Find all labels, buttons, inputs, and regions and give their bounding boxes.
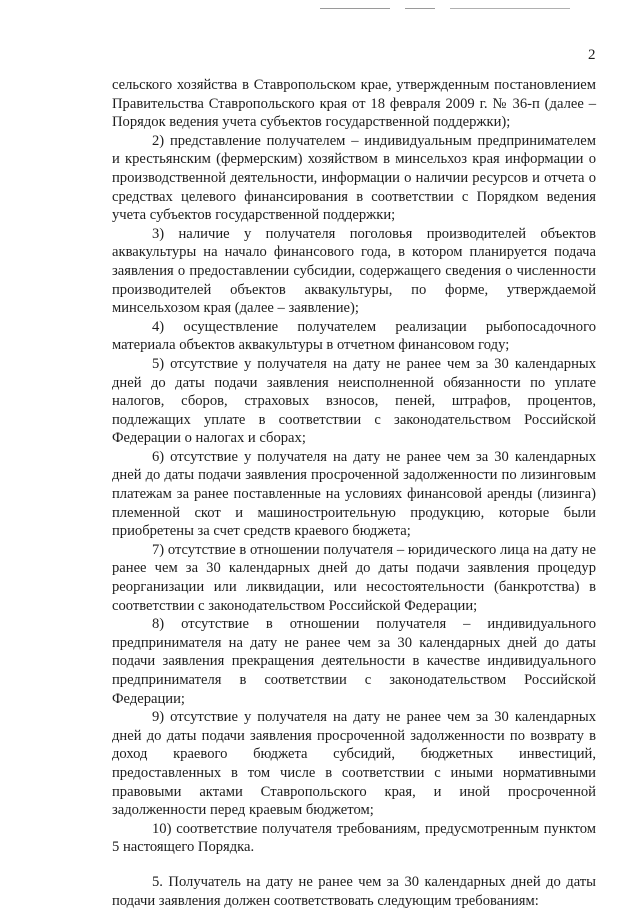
list-item-2: 2) представление получателем – индивидуальным предпринимателем и крестьянским (фермерским) хозяйством в минсельхоз края информации о производственной деятельности, информации о наличии ресурсов и отчета о средствах целевого финансирования в соответствии с Порядком ведения учета субъектов государственной поддержки;	[112, 132, 596, 224]
list-item-3: 3) наличие у получателя поголовья производителей объектов аквакультуры на начало финансового года, в котором планируется подача заявления о предоставлении субсидии, содержащего сведения о численности производителей объектов аквакультуры, по форме, утверждаемой минсельхозом края (далее – заявление);	[112, 225, 596, 317]
paragraph-continuation: сельского хозяйства в Ставропольском крае, утвержденным постановлением Правительства Ставропольского края от 18 февраля 2009 г. № 36-п (далее – Порядок ведения учета субъектов государственной поддержки);	[112, 77, 596, 131]
list-item-4: 4) осуществление получателем реализации рыбопосадочного материала объектов аквакультуры в отчетном финансовом году;	[112, 318, 596, 354]
list-item-10: 10) соответствие получателя требованиям, предусмотренным пунктом 5 настоящего Порядка.	[112, 820, 596, 856]
document-body	[112, 76, 596, 910]
list-item-9: 9) отсутствие у получателя на дату не ранее чем за 30 календарных дней до даты подачи заявления просроченной задолженности по возврату в доход краевого бюджета субсидий, бюджетных инвестиций, предоставленных в том числе в соответствии с иными нормативными правовыми актами Ставропольского края, и иной просроченной задолженности перед краевым бюджетом;	[112, 709, 596, 819]
list-item-6: 6) отсутствие у получателя на дату не ранее чем за 30 календарных дней до даты подачи заявления просроченной задолженности по лизинговым платежам за ранее поставленные на условиях финансовой аренды (лизинга) племенной скот и машиностроительную продукцию, которые были приобретены за счет средств краевого бюджета;	[112, 448, 596, 540]
list-item-5: 5) отсутствие у получателя на дату не ранее чем за 30 календарных дней до даты подачи заявления неисполненной обязанности по уплате налогов, сборов, страховых взносов, пеней, штрафов, процентов, подлежащих уплате в соответствии с законодательством Российской Федерации о налогах и сборах;	[112, 355, 596, 447]
list-item-8: 8) отсутствие в отношении получателя – индивидуального предпринимателя на дату не ранее чем за 30 календарных дней до даты подачи заявления прекращения деятельности в качестве индивидуального предпринимателя в соответствии с законодательством Российской Федерации;	[112, 616, 596, 707]
scan-artifact-line	[320, 8, 390, 9]
section-5-paragraph: 5. Получатель на дату не ранее чем за 30 календарных дней до даты подачи заявления должен соответствовать следующим требованиям:	[112, 873, 596, 909]
scan-artifact-line	[405, 8, 435, 9]
scan-artifact-line	[450, 8, 570, 9]
list-item-7: 7) отсутствие в отношении получателя – юридического лица на дату не ранее чем за 30 календарных дней до даты подачи заявления процедур реорганизации или ликвидации, или несостоятельности (банкротства) в соответствии с законодательством Российской Федерации;	[112, 541, 596, 614]
page-number: 2	[588, 47, 596, 63]
